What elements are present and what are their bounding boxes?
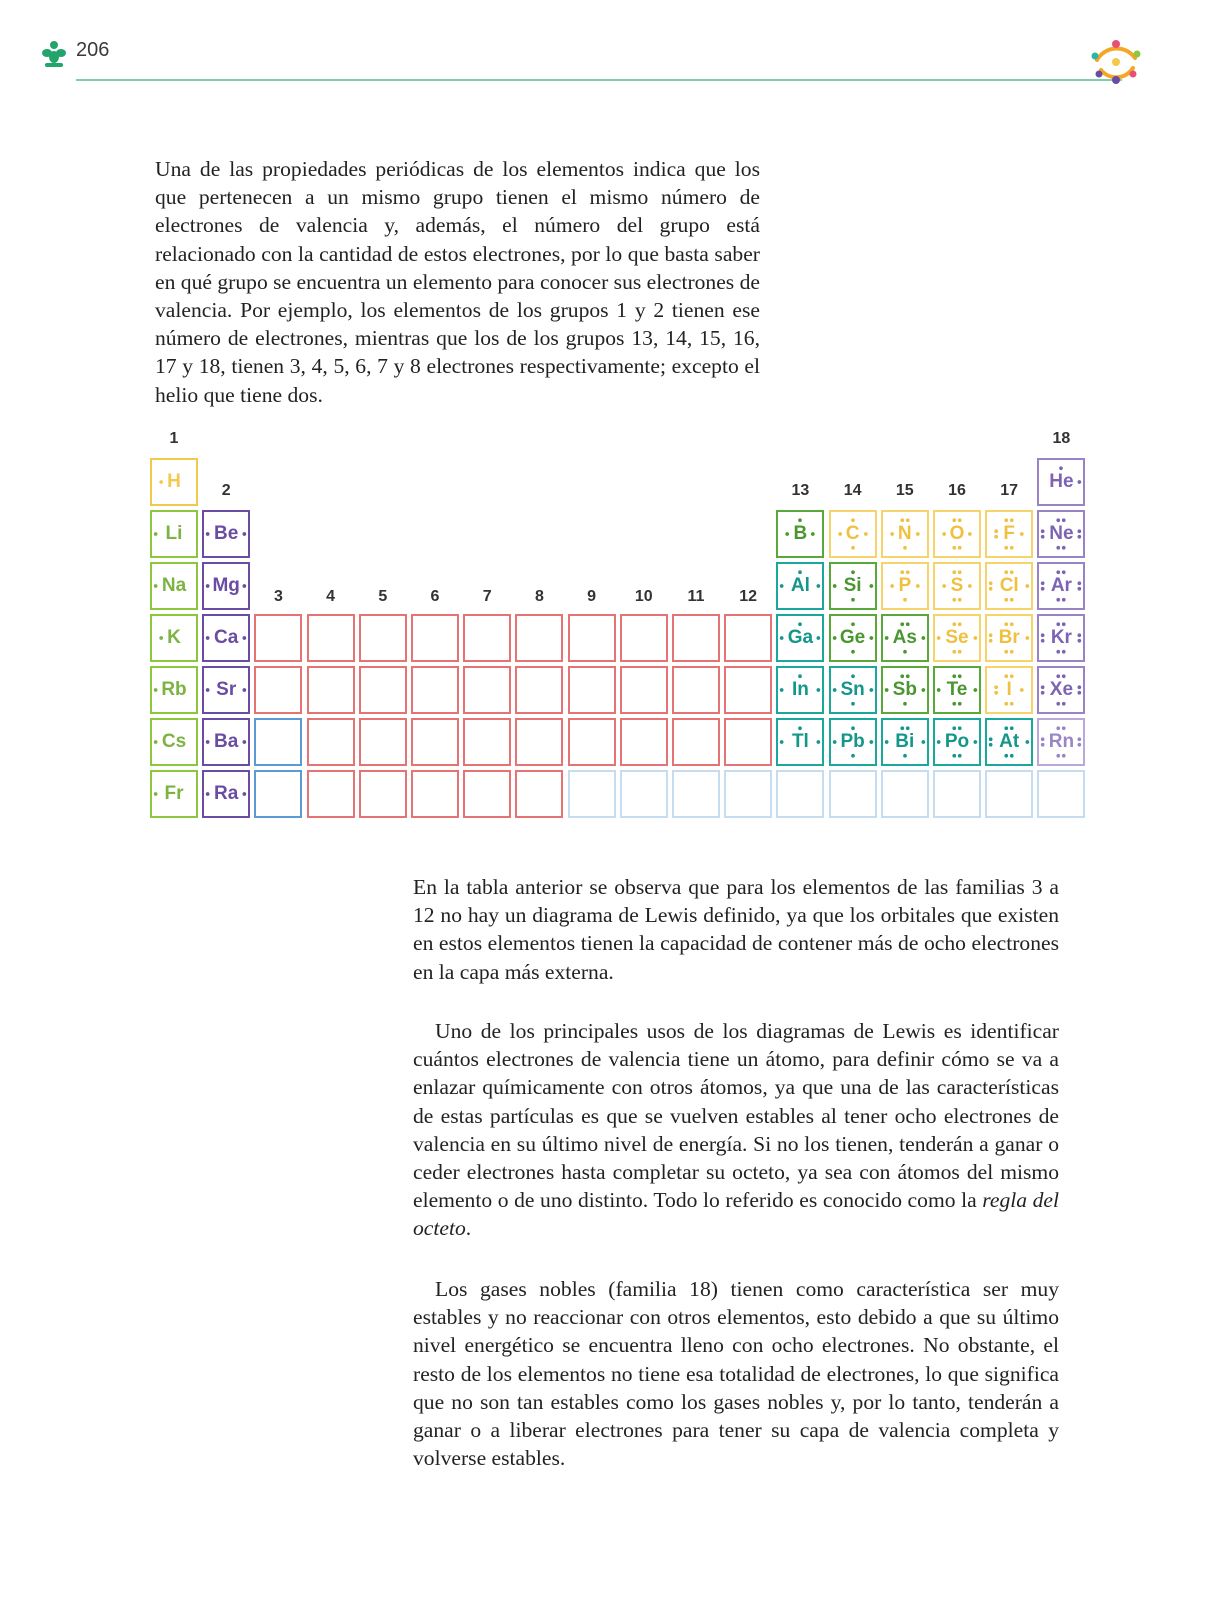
lewis-dots (152, 720, 196, 764)
lewis-dots (204, 720, 248, 764)
lewis-dots (1039, 616, 1083, 660)
element-sn (829, 666, 877, 714)
empty-cell (568, 614, 616, 662)
empty-cell (359, 614, 407, 662)
element-ba (202, 718, 250, 766)
element-fr (150, 770, 198, 818)
lewis-dots (1039, 460, 1083, 504)
empty-cell (985, 770, 1033, 818)
empty-cell (411, 770, 459, 818)
element-symbol: I (1006, 679, 1012, 700)
element-br (985, 614, 1033, 662)
lewis-dots (987, 564, 1031, 608)
group-label-11: 11 (687, 588, 705, 605)
lewis-dots (883, 616, 927, 660)
element-symbol: Sb (892, 679, 917, 700)
lewis-dots (152, 772, 196, 816)
lewis-dots (831, 668, 875, 712)
empty-cell (620, 614, 668, 662)
lewis-dots (152, 564, 196, 608)
element-sr (202, 666, 250, 714)
empty-cell (620, 770, 668, 818)
group-label-13: 13 (791, 482, 810, 499)
element-symbol: He (1049, 471, 1074, 492)
lewis-dots (778, 616, 822, 660)
element-symbol: Ne (1049, 523, 1074, 544)
page-header (38, 36, 1138, 96)
empty-cell (411, 614, 459, 662)
lewis-dots (987, 720, 1031, 764)
element-ge (829, 614, 877, 662)
element-li (150, 510, 198, 558)
empty-cell (568, 770, 616, 818)
empty-cell (672, 666, 720, 714)
group-label-18: 18 (1052, 430, 1071, 447)
element-symbol: P (898, 575, 912, 596)
empty-cell (463, 614, 511, 662)
lewis-dots (831, 512, 875, 556)
empty-cell (411, 666, 459, 714)
element-ca (202, 614, 250, 662)
lewis-dots (935, 668, 979, 712)
element-symbol: Si (843, 575, 862, 596)
group-label-12: 12 (739, 588, 758, 605)
element-symbol: At (999, 731, 1020, 752)
element-h (150, 458, 198, 506)
element-ga (776, 614, 824, 662)
empty-cell (776, 770, 824, 818)
lewis-dots (778, 512, 822, 556)
element-ra (202, 770, 250, 818)
lewis-dots (987, 616, 1031, 660)
program-logo-icon (1087, 36, 1145, 86)
empty-cell (568, 666, 616, 714)
group-label-1: 1 (169, 430, 179, 447)
empty-cell (254, 614, 302, 662)
empty-cell (254, 666, 302, 714)
element-symbol: S (950, 575, 964, 596)
empty-cell (672, 614, 720, 662)
empty-cell (724, 666, 772, 714)
lewis-dots (935, 512, 979, 556)
element-symbol: As (892, 627, 917, 648)
group-label-2: 2 (221, 482, 231, 499)
group-label-3: 3 (273, 588, 283, 605)
element-symbol: Sr (216, 679, 237, 700)
lewis-dots (883, 564, 927, 608)
element-symbol: Xe (1049, 679, 1074, 700)
lewis-dots (1039, 668, 1083, 712)
element-kr (1037, 614, 1085, 662)
element-pb (829, 718, 877, 766)
empty-cell (724, 614, 772, 662)
empty-cell (515, 614, 563, 662)
element-symbol: Rb (161, 679, 187, 700)
empty-cell (829, 770, 877, 818)
empty-cell (515, 666, 563, 714)
empty-cell (307, 614, 355, 662)
element-symbol: Bi (895, 731, 915, 752)
empty-cell (359, 770, 407, 818)
element-symbol: Li (165, 523, 183, 544)
element-rn (1037, 718, 1085, 766)
empty-cell (672, 718, 720, 766)
lewis-dots (883, 720, 927, 764)
element-symbol: N (897, 523, 912, 544)
element-symbol: Se (945, 627, 969, 648)
element-sb (881, 666, 929, 714)
lewis-dots (987, 512, 1031, 556)
element-o (933, 510, 981, 558)
empty-cell (672, 770, 720, 818)
element-symbol: Rn (1048, 731, 1075, 752)
paragraph-octet-rule (413, 1017, 1059, 1243)
intro-paragraph: Una de las propiedades periódicas de los elementos indica que los que pertenecen a un mismo grupo tienen el mismo número de electrones de valencia y, además, el número del grupo está relacionado con la cantidad de estos electrones, por lo que basta saber en qué grupo se encuentra un elemento para conocer sus electrones de valencia. Por ejemplo, los elementos de los grupos 1 y 2 tienen ese número de electrones, mientras que los de los grupos 13, 14, 15, 16, 17 y 18, tienen 3, 4, 5, 6, 7 y 8 electrones respectivamente; excepto el helio que tiene dos. (155, 157, 760, 407)
lewis-dots (831, 720, 875, 764)
group-label-16: 16 (948, 482, 966, 499)
group-label-15: 15 (895, 482, 914, 499)
element-symbol: Po (944, 731, 970, 752)
element-symbol: Ba (214, 731, 239, 752)
octet-text: Uno de los principales usos de los diagramas de Lewis es identificar cuántos electrones de valencia tiene un átomo, para definir cómo se va a enlazar químicamente con otros átomos, ya que una de las características de estas partículas es que se vuelven estables al tener ocho electrones de valencia en su último nivel de energía. Si no los tienen, tenderán a ganar o ceder electrones hasta completar su octeto, ya sea con átomos del mismo elemento o de uno distinto. Todo lo referido es conocido como la (413, 1019, 1059, 1213)
element-te (933, 666, 981, 714)
element-bi (881, 718, 929, 766)
element-symbol: O (949, 523, 965, 544)
element-tl (776, 718, 824, 766)
octet-text-end: . (465, 1216, 472, 1241)
group-label-17: 17 (1000, 482, 1019, 499)
element-he (1037, 458, 1085, 506)
element-symbol: Be (214, 523, 239, 544)
group-label-9: 9 (587, 588, 597, 605)
empty-cell (515, 770, 563, 818)
element-n (881, 510, 929, 558)
element-symbol: Al (790, 575, 810, 596)
paragraph-transition-families: En la tabla anterior se observa que para los elementos de las familias 3 a 12 no hay un diagrama de Lewis definido, ya que los orbitales que existen en estos elementos tienen la capacidad de contener más de ocho electrones en la capa más externa. (413, 875, 1059, 984)
element-b (776, 510, 824, 558)
empty-cell (933, 770, 981, 818)
header-divider (76, 79, 1122, 81)
lewis-dots (204, 668, 248, 712)
lewis-dots (152, 460, 196, 504)
element-symbol: Ca (214, 627, 239, 648)
element-c (829, 510, 877, 558)
element-symbol: Fr (164, 783, 184, 804)
element-f (985, 510, 1033, 558)
lewis-dots (1039, 512, 1083, 556)
element-xe (1037, 666, 1085, 714)
group-label-6: 6 (430, 588, 440, 605)
group-label-5: 5 (378, 588, 388, 605)
element-k (150, 614, 198, 662)
element-na (150, 562, 198, 610)
element-mg (202, 562, 250, 610)
lewis-dots (987, 668, 1031, 712)
ornament-icon (41, 40, 67, 70)
element-symbol: Ge (839, 627, 866, 648)
element-si (829, 562, 877, 610)
empty-cell (568, 718, 616, 766)
group-label-14: 14 (843, 482, 862, 499)
element-symbol: Ra (214, 783, 239, 804)
element-cs (150, 718, 198, 766)
element-symbol: Br (998, 627, 1020, 648)
lewis-dots (831, 616, 875, 660)
element-in (776, 666, 824, 714)
element-po (933, 718, 981, 766)
lewis-dots (152, 668, 196, 712)
empty-cell (881, 770, 929, 818)
empty-cell (411, 718, 459, 766)
element-al (776, 562, 824, 610)
empty-cell (620, 666, 668, 714)
empty-cell (307, 770, 355, 818)
element-ar (1037, 562, 1085, 610)
lewis-dots (778, 720, 822, 764)
lewis-dots (935, 720, 979, 764)
lewis-dots (935, 564, 979, 608)
element-ne (1037, 510, 1085, 558)
group-label-4: 4 (326, 588, 336, 605)
element-symbol: Na (161, 575, 187, 596)
empty-cell (515, 718, 563, 766)
lewis-dots (778, 564, 822, 608)
lewis-dots (778, 668, 822, 712)
lewis-dots (204, 616, 248, 660)
element-symbol: Kr (1050, 627, 1072, 648)
element-s (933, 562, 981, 610)
element-symbol: F (1003, 523, 1015, 544)
group-label-8: 8 (534, 588, 544, 605)
element-symbol: Te (946, 679, 968, 700)
element-symbol: B (793, 523, 808, 544)
element-i (985, 666, 1033, 714)
element-symbol: K (167, 627, 181, 648)
element-symbol: Ga (787, 627, 814, 648)
empty-cell (307, 666, 355, 714)
element-symbol: Tl (791, 731, 809, 752)
element-symbol: Pb (840, 731, 865, 752)
element-as (881, 614, 929, 662)
empty-cell (463, 770, 511, 818)
element-symbol: H (167, 471, 181, 492)
lewis-dots (883, 668, 927, 712)
lewis-dots (152, 616, 196, 660)
octet-rule-term: regla del octeto (413, 1188, 1059, 1241)
empty-cell (359, 718, 407, 766)
element-se (933, 614, 981, 662)
empty-cell (254, 718, 302, 766)
group-label-10: 10 (634, 588, 653, 605)
element-symbol: C (845, 523, 860, 544)
empty-cell (307, 718, 355, 766)
lewis-dots (204, 512, 248, 556)
element-p (881, 562, 929, 610)
element-be (202, 510, 250, 558)
element-at (985, 718, 1033, 766)
element-symbol: Mg (212, 575, 240, 596)
empty-cell (463, 666, 511, 714)
page-number: 206 (76, 39, 110, 61)
empty-cell (254, 770, 302, 818)
empty-cell (724, 770, 772, 818)
empty-cell (724, 718, 772, 766)
lewis-dots (1039, 564, 1083, 608)
empty-cell (359, 666, 407, 714)
group-label-7: 7 (482, 588, 492, 605)
lewis-dots (1039, 720, 1083, 764)
element-cl (985, 562, 1033, 610)
element-symbol: Cl (999, 575, 1019, 596)
element-symbol: Cs (161, 731, 187, 752)
empty-cell (620, 718, 668, 766)
lewis-periodic-table (150, 430, 1110, 836)
element-symbol: In (791, 679, 809, 700)
lewis-dots (204, 772, 248, 816)
element-symbol: Ar (1050, 575, 1072, 596)
empty-cell (1037, 770, 1085, 818)
element-symbol: Sn (840, 679, 865, 700)
element-rb (150, 666, 198, 714)
lewis-dots (883, 512, 927, 556)
lewis-dots (831, 564, 875, 608)
empty-cell (463, 718, 511, 766)
lewis-dots (204, 564, 248, 608)
lewis-dots (935, 616, 979, 660)
paragraph-noble-gases: Los gases nobles (familia 18) tienen como característica ser muy estables y no reaccionar con otros elementos, esto debido a que su último nivel energético se encuentra lleno con ocho electrones. No obstante, el resto de los elementos no tiene esa totalidad de electrones, lo que significa que no son tan estables como los gases nobles y, por lo tanto, tenderán a ganar o a liberar electrones para tener su capa de valencia completa y volverse estables. (413, 1277, 1059, 1471)
lewis-dots (152, 512, 196, 556)
